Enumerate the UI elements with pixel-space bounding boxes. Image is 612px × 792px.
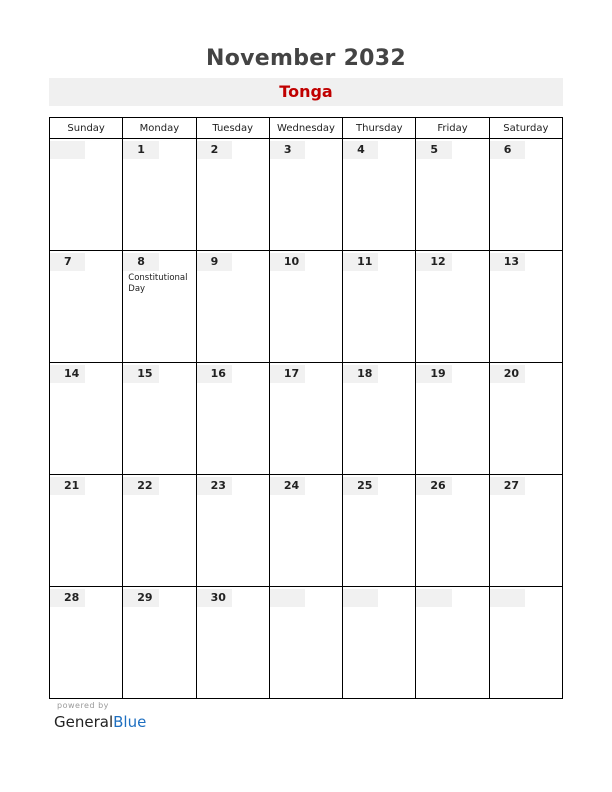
- week-row: [50, 475, 563, 587]
- day-cell: [50, 251, 123, 363]
- week-row: [50, 251, 563, 363]
- day-cell: [489, 251, 562, 363]
- day-number: 10: [270, 253, 305, 271]
- day-cell: [123, 139, 196, 251]
- day-number: 13: [490, 253, 525, 271]
- logo-general-text: General: [54, 713, 114, 731]
- day-number: 30: [197, 589, 232, 607]
- day-number: 6: [490, 141, 525, 159]
- day-number: 2: [197, 141, 232, 159]
- week-row: [50, 139, 563, 251]
- day-cell: [416, 139, 489, 251]
- day-cell: [50, 363, 123, 475]
- day-cell: [489, 363, 562, 475]
- day-number: [50, 141, 85, 159]
- day-number: 16: [197, 365, 232, 383]
- day-cell: [416, 587, 489, 699]
- day-number: 7: [50, 253, 85, 271]
- day-cell: [343, 139, 416, 251]
- day-number: 25: [343, 477, 378, 495]
- day-cell: [123, 363, 196, 475]
- day-cell: [196, 139, 269, 251]
- day-number: 29: [123, 589, 158, 607]
- day-cell: [489, 139, 562, 251]
- day-cell: [196, 475, 269, 587]
- day-cell: [123, 587, 196, 699]
- weekday-header: Monday: [123, 118, 196, 139]
- weekday-header: Sunday: [50, 118, 123, 139]
- day-cell: [123, 251, 196, 363]
- day-cell: [269, 363, 342, 475]
- day-number: 22: [123, 477, 158, 495]
- day-cell: [50, 139, 123, 251]
- day-number: [343, 589, 378, 607]
- day-number: 20: [490, 365, 525, 383]
- day-cell: [196, 251, 269, 363]
- day-cell: [343, 587, 416, 699]
- calendar-title: November 2032: [205, 46, 407, 71]
- weekday-header: Tuesday: [196, 118, 269, 139]
- day-cell: [123, 475, 196, 587]
- holiday-label: Constitutional Day: [128, 273, 188, 294]
- powered-by-text: powered by: [57, 701, 109, 710]
- logo-blue-text: Blue: [113, 713, 147, 731]
- month-calendar: [49, 117, 563, 699]
- week-row: [50, 587, 563, 699]
- day-number: 9: [197, 253, 232, 271]
- day-cell: [489, 587, 562, 699]
- week-row: [50, 363, 563, 475]
- day-cell: [343, 475, 416, 587]
- weekday-header: Saturday: [489, 118, 562, 139]
- day-number: 8: [123, 253, 158, 271]
- day-number: [270, 589, 305, 607]
- day-number: 23: [197, 477, 232, 495]
- weekday-header: Friday: [416, 118, 489, 139]
- day-cell: [269, 587, 342, 699]
- country-name: Tonga: [279, 82, 333, 101]
- day-number: 14: [50, 365, 85, 383]
- day-cell: [416, 251, 489, 363]
- day-number: [416, 589, 451, 607]
- day-number: 24: [270, 477, 305, 495]
- weekday-header: Thursday: [343, 118, 416, 139]
- day-number: 4: [343, 141, 378, 159]
- day-cell: [269, 251, 342, 363]
- day-cell: [196, 587, 269, 699]
- country-banner: [49, 78, 563, 106]
- day-number: 3: [270, 141, 305, 159]
- weekday-header: Wednesday: [269, 118, 342, 139]
- day-number: 28: [50, 589, 85, 607]
- day-number: 17: [270, 365, 305, 383]
- day-cell: [269, 139, 342, 251]
- day-number: 11: [343, 253, 378, 271]
- day-number: 12: [416, 253, 451, 271]
- day-number: 1: [123, 141, 158, 159]
- day-cell: [50, 475, 123, 587]
- day-number: 21: [50, 477, 85, 495]
- day-cell: [489, 475, 562, 587]
- day-number: 15: [123, 365, 158, 383]
- day-cell: [269, 475, 342, 587]
- generalblue-logo[interactable]: [54, 713, 146, 731]
- day-number: [490, 589, 525, 607]
- day-number: 27: [490, 477, 525, 495]
- day-cell: [416, 363, 489, 475]
- day-number: 26: [416, 477, 451, 495]
- day-cell: [343, 363, 416, 475]
- day-number: 5: [416, 141, 451, 159]
- weekday-header-row: [50, 118, 563, 139]
- day-cell: [50, 587, 123, 699]
- day-number: 19: [416, 365, 451, 383]
- day-cell: [416, 475, 489, 587]
- day-number: 18: [343, 365, 378, 383]
- day-cell: [343, 251, 416, 363]
- day-cell: [196, 363, 269, 475]
